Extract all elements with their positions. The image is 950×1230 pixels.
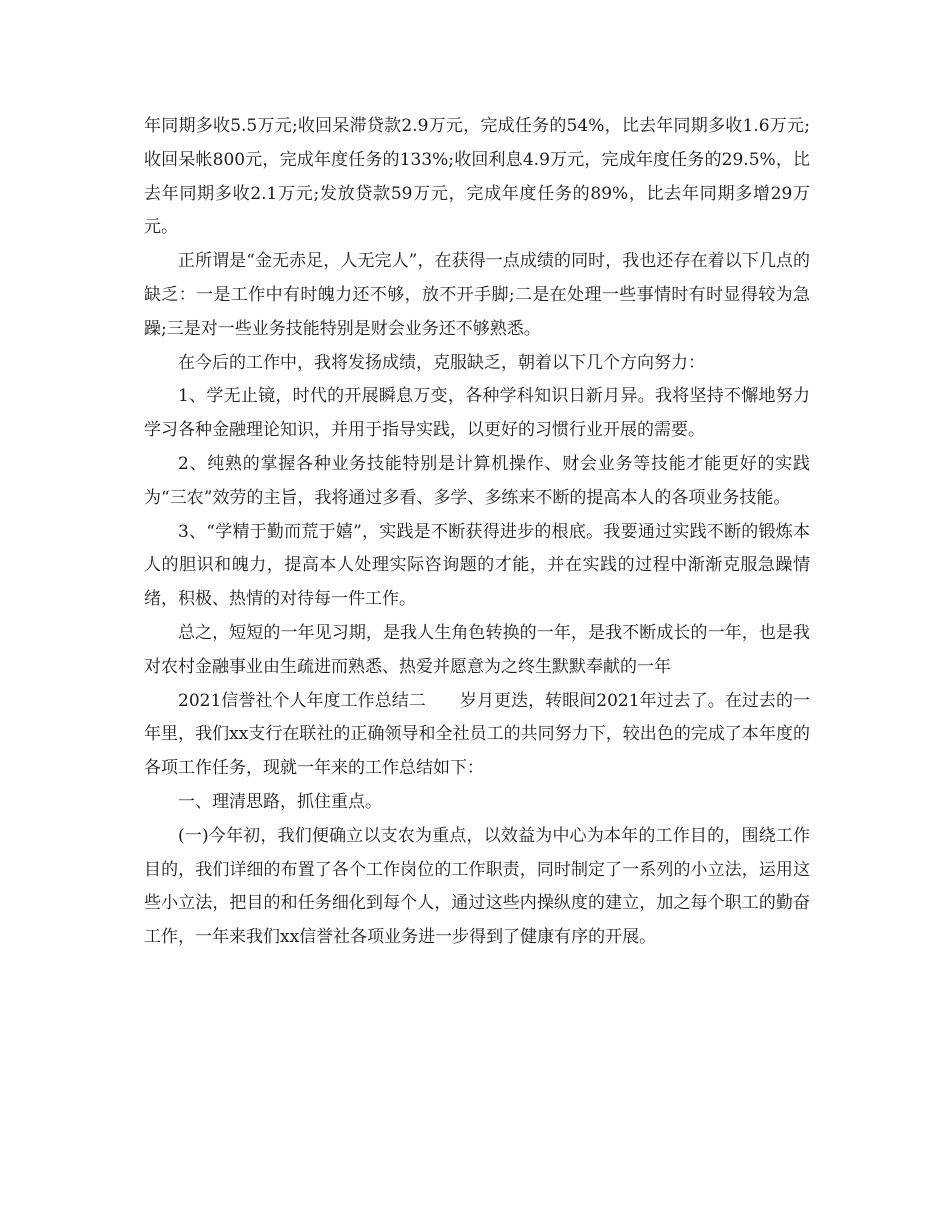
section-heading: 一、理清思路，抓住重点。 — [178, 791, 382, 812]
paragraph-10: (一)今年初，我们便确立以支农为重点，以效益为中心为本年的工作目的，围绕工作目的，我们详细的布置了各个工作岗位的工作职责，同时制定了一系列的小立法，运用这些小立法，把目的和任务细化到每个人，通过这些内操纵度的建立，加之每个职工的勤奋工作，一年来我们xx信誉社各项业务进一步得到了健康有序的开展。 — [144, 825, 810, 948]
paragraph-1: 年同期多收5.5万元;收回呆滞贷款2.9万元，完成任务的54%，比去年同期多收1.6万元;收回呆帐800元，完成年度任务的133%;收回利息4.9万元，完成年度任务的29.5%，比去年同期多收2.1万元;发放贷款59万元，完成年度任务的89%，比去年同期多增29万元。 — [144, 116, 810, 238]
paragraph-7: 总之，短短的一年见习期，是我人生角色转换的一年，是我不断成长的一年，也是我对农村金融事业由生疏进而熟悉、热爱并愿意为之终生默默奉献的一年 — [144, 622, 810, 677]
paragraph-8: 2021信誉社个人年度工作总结二 岁月更迭，转眼间2021年过去了。在过去的一年里，我们xx支行在联社的正确领导和全社员工的共同努力下，较出色的完成了本年度的各项工作任务，现就一年来的工作总结如下： — [144, 690, 810, 779]
paragraph-5: 2、纯熟的掌握各种业务技能特别是计算机操作、财会业务等技能才能更好的实践为“三农”效劳的主旨，我将通过多看、多学、多练来不断的提高本人的各项业务技能。 — [144, 453, 810, 508]
paragraph-2: 正所谓是“金无赤足，人无完人”，在获得一点成绩的同时，我也还存在着以下几点的缺乏：一是工作中有时魄力还不够，放不开手脚;二是在处理一些事情时有时显得较为急躁;三是对一些业务技能特别是财会业务还不够熟悉。 — [144, 251, 810, 339]
paragraph-3: 在今后的工作中，我将发扬成绩，克服缺乏，朝着以下几个方向努力： — [178, 352, 705, 373]
paragraph-6: 3、“学精于勤而荒于嬉”，实践是不断获得进步的根底。我要通过实践不断的锻炼本人的胆识和魄力，提高本人处理实际咨询题的才能，并在实践的过程中渐渐克服急躁情绪，积极、热情的对待每一件工作。 — [144, 521, 810, 610]
paragraph-4: 1、学无止镜，时代的开展瞬息万变，各种学科知识日新月异。我将坚持不懈地努力学习各种金融理论知识，并用于指导实践，以更好的习惯行业开展的需要。 — [144, 386, 810, 441]
